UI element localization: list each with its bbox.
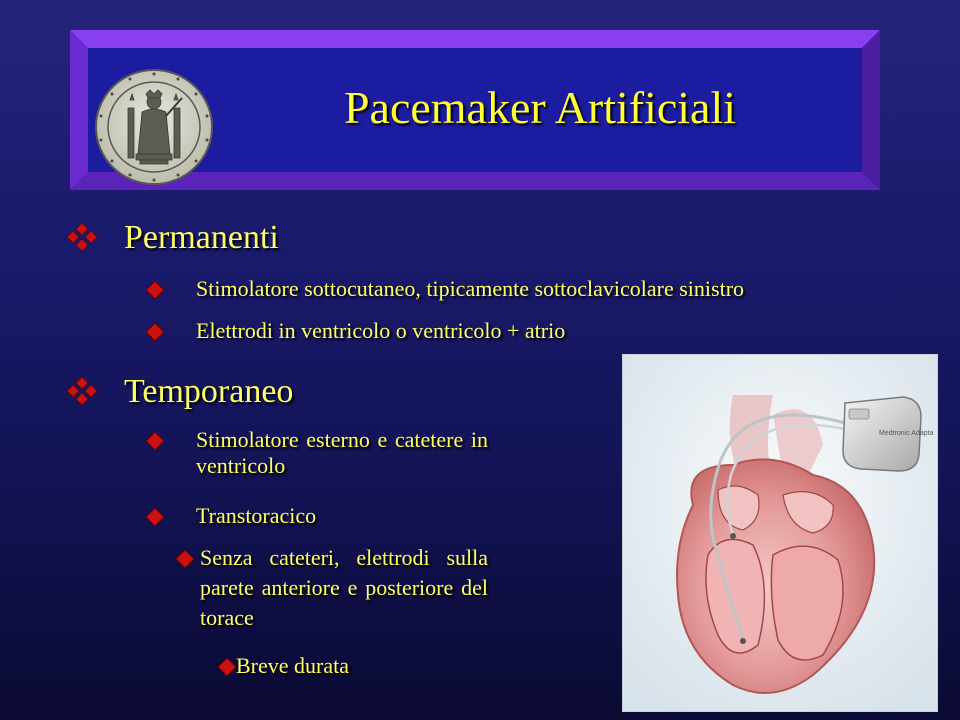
diamond-bullet-icon — [146, 508, 164, 526]
sub-list-item: Senza cateteri, elettrodi sulla parete anteriore e posteriore del torace — [200, 545, 488, 630]
diamond-bullet-icon — [146, 432, 164, 450]
diamond-bullet-icon — [146, 323, 164, 341]
list-item: Elettrodi in ventricolo o ventricolo + atrio — [196, 318, 566, 343]
four-diamond-bullet-icon — [66, 222, 98, 252]
section-heading-temporaneo: Temporaneo — [124, 373, 294, 410]
heart-pacemaker-illustration — [622, 354, 938, 712]
diamond-bullet-icon — [146, 281, 164, 299]
diamond-bullet-icon — [176, 550, 194, 568]
list-item: Stimolatore sottocutaneo, tipicamente sottoclavicolare sinistro — [196, 276, 745, 301]
section-heading-permanenti: Permanenti — [124, 219, 279, 256]
diamond-bullet-icon — [218, 658, 236, 676]
sub-list-item: Breve durata — [236, 653, 349, 678]
four-diamond-bullet-icon — [66, 376, 98, 406]
device-label: Medtronic Adapta — [879, 430, 934, 437]
university-seal-logo — [94, 68, 214, 186]
slide-title: Pacemaker Artificiali — [343, 82, 737, 133]
list-item: Transtoracico — [196, 503, 317, 528]
list-item: Stimolatore esterno e catetere in ventricolo — [196, 427, 488, 478]
heart-illustration-graphic — [623, 355, 937, 711]
